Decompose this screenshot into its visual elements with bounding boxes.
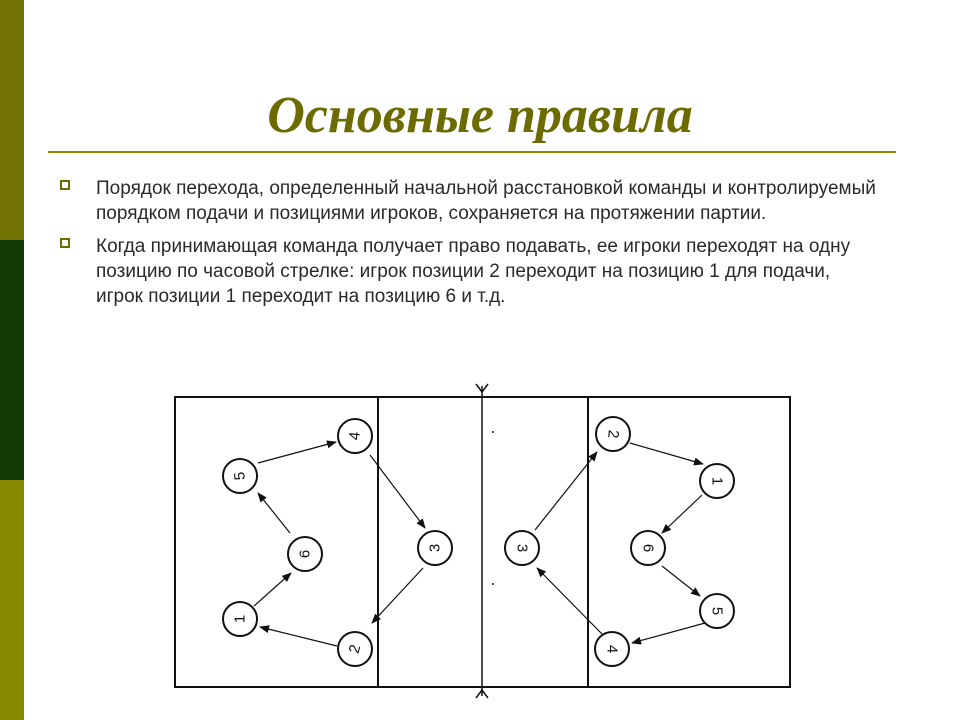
rotation-arrow xyxy=(662,566,700,596)
left-player-position-3 xyxy=(418,531,452,565)
rotation-arrow xyxy=(372,568,423,623)
right-player-position-2 xyxy=(596,417,630,451)
side-accent-bar-bottom xyxy=(0,480,24,720)
rotation-arrow xyxy=(662,495,702,533)
right-player-position-1 xyxy=(700,464,734,498)
bullet-item xyxy=(60,234,880,309)
rotation-arrow xyxy=(632,623,705,643)
player-position-label: 5 xyxy=(708,606,726,616)
player-position-label: 6 xyxy=(639,543,657,553)
hollow-square-bullet-icon xyxy=(60,180,70,190)
left-player-position-6 xyxy=(288,537,322,571)
player-position-label: 4 xyxy=(603,644,621,654)
player-position-label: 2 xyxy=(604,429,622,439)
player-position-label: 6 xyxy=(296,549,314,559)
rotation-arrow xyxy=(537,568,602,634)
player-position-label: 5 xyxy=(231,471,249,481)
rotation-court-diagram xyxy=(160,378,800,708)
player-position-label: 2 xyxy=(345,642,365,656)
bullet-text: Порядок перехода, определенный начальной расстановкой команды и контролируемый порядком подачи и позициями игроков, сохраняется на протяжении партии. xyxy=(96,178,876,224)
rotation-arrow xyxy=(258,493,290,533)
right-player-position-6 xyxy=(631,531,665,565)
left-player-position-1 xyxy=(223,602,257,636)
bullet-item xyxy=(60,176,880,226)
rotation-arrow xyxy=(258,442,336,463)
player-position-label: 4 xyxy=(346,431,364,441)
left-player-position-4 xyxy=(338,419,372,453)
player-position-label: 1 xyxy=(708,476,726,486)
player-position-label: 1 xyxy=(231,614,249,624)
player-position-label: 3 xyxy=(513,543,531,553)
rotation-arrow xyxy=(630,443,703,464)
rotation-arrow xyxy=(260,627,337,646)
hollow-square-bullet-icon xyxy=(60,238,70,248)
right-player-position-4 xyxy=(595,632,629,666)
bullet-list xyxy=(60,176,880,317)
side-accent-bar-middle xyxy=(0,240,24,480)
bullet-text: Когда принимающая команда получает право подавать, ее игроки переходят на одну позицию по часовой стрелке: игрок позиции 2 переходит на позицию 1 для подачи, игрок позиции 1 переходит на позицию 6 и т.д. xyxy=(96,236,851,307)
right-player-position-5 xyxy=(700,594,734,628)
player-position-label: 3 xyxy=(426,543,444,553)
slide-title: Основные правила xyxy=(267,87,693,144)
title-divider xyxy=(48,151,896,153)
left-player-position-2 xyxy=(338,632,372,666)
rotation-arrow xyxy=(254,573,291,606)
left-player-position-5 xyxy=(223,459,257,493)
right-player-position-3 xyxy=(505,531,539,565)
